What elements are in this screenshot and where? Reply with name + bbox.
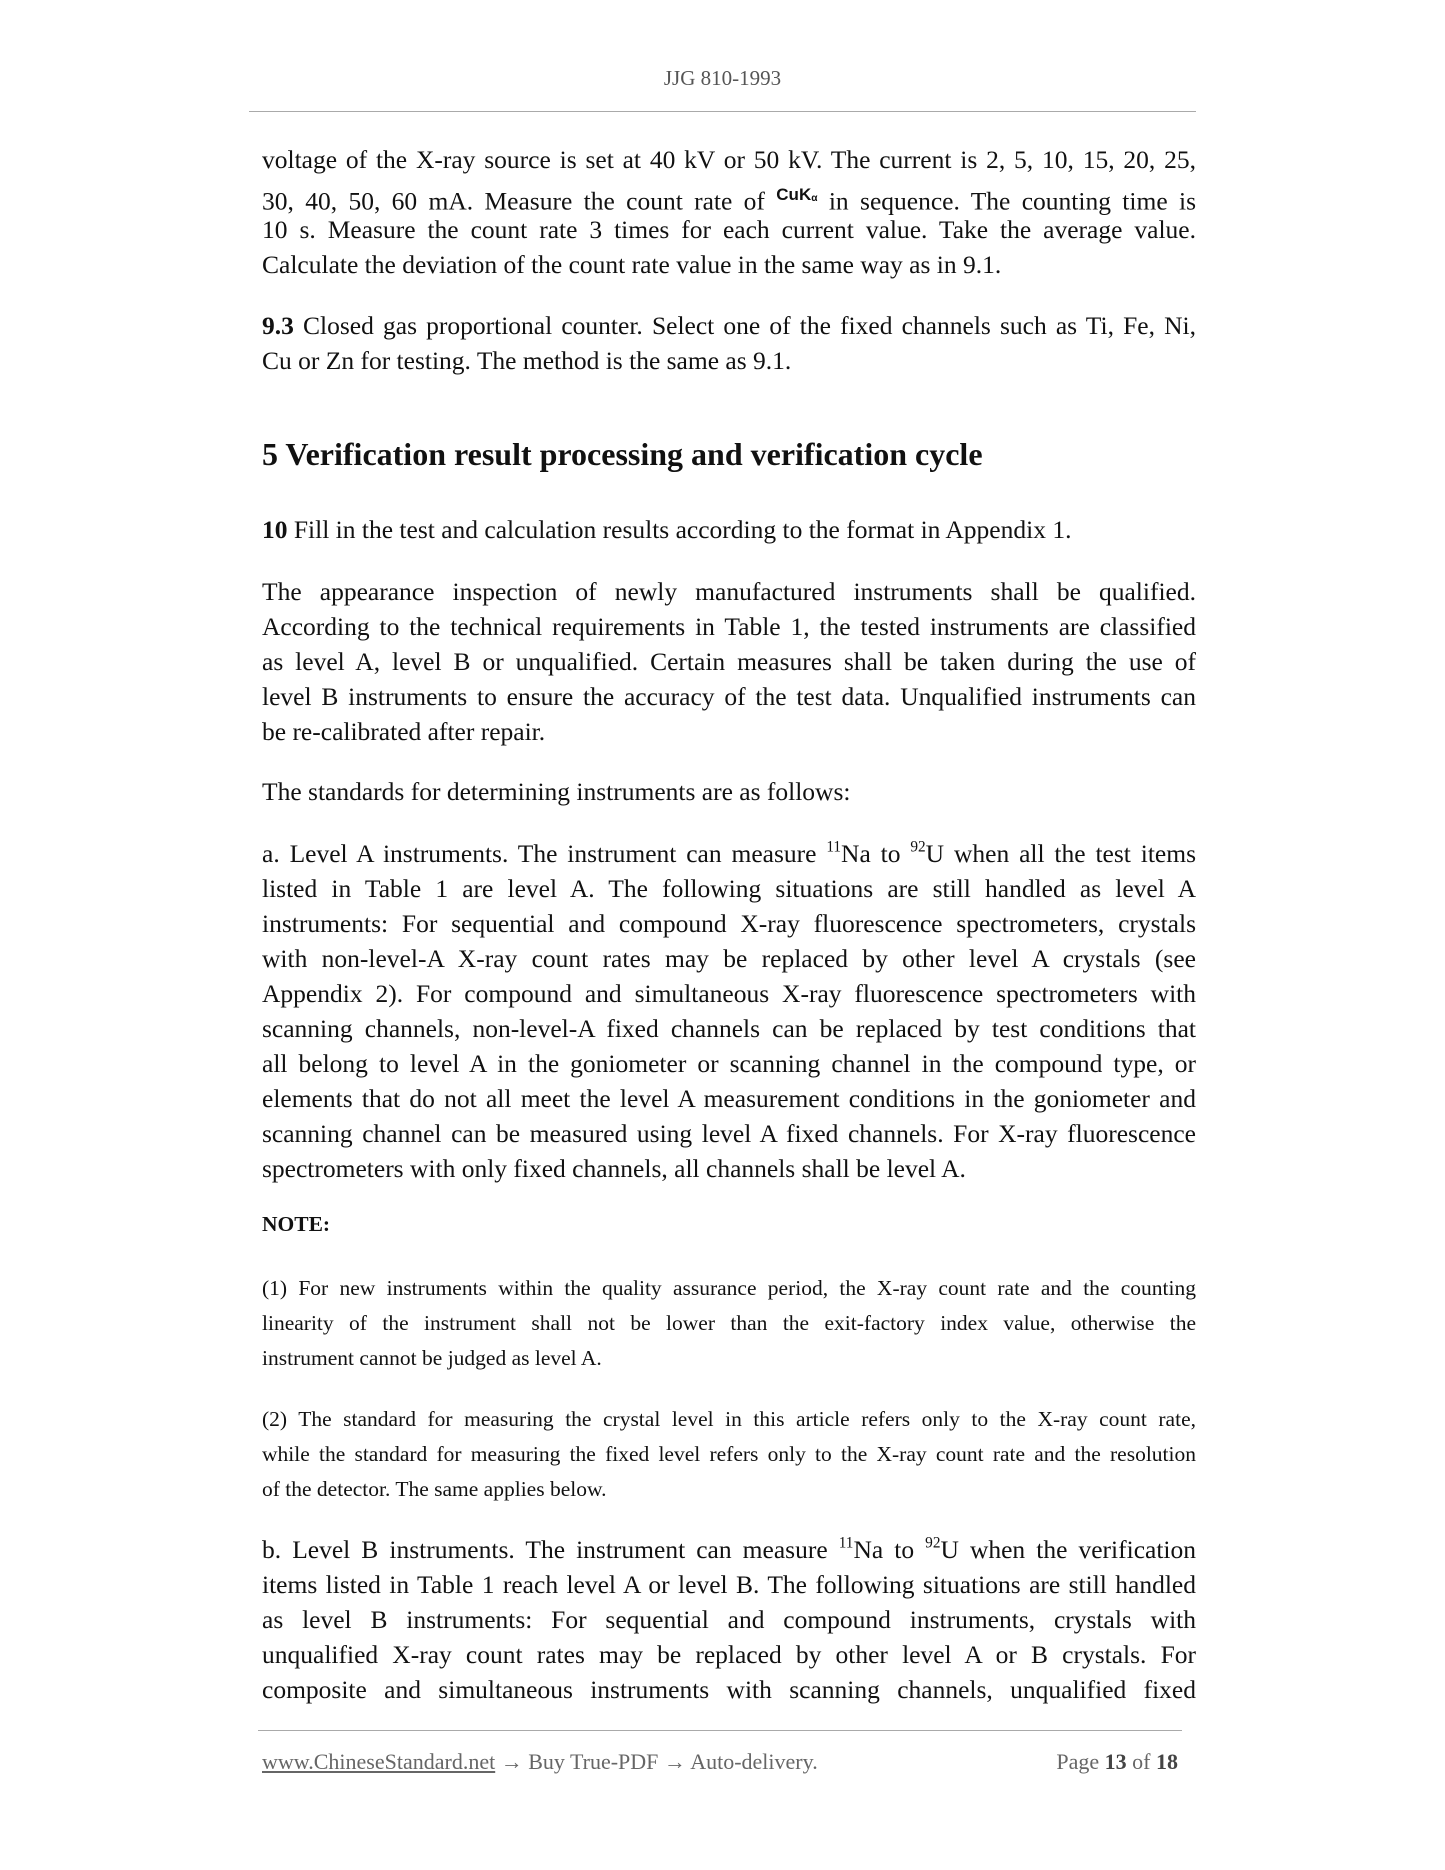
paragraph-level-b	[262, 1532, 1196, 1707]
text-run: composite and simultaneous instruments with scanning channels, unqualified fixed	[262, 1675, 1196, 1704]
text-run: (2) The standard for measuring the crystal level in this article refers only to the X-ray count rate,	[262, 1407, 1196, 1431]
text-line	[262, 1637, 1196, 1672]
superscript: 92	[910, 838, 926, 856]
text-line	[262, 574, 1196, 609]
text-run: scanning channel can be measured using level A fixed channels. For X-ray fluorescence	[262, 1119, 1196, 1148]
text-line	[262, 1602, 1196, 1637]
note-heading: NOTE:	[262, 1212, 331, 1236]
text-line	[262, 609, 1196, 644]
clause-number: 10	[262, 515, 288, 544]
text-line	[262, 1341, 1196, 1376]
arrow-right-icon: →	[500, 1749, 523, 1774]
text-line	[262, 871, 1196, 906]
text-line	[262, 343, 1196, 378]
text-line	[262, 1437, 1196, 1472]
text-run: spectrometers with only fixed channels, all channels shall be level A.	[262, 1154, 966, 1183]
text-line	[262, 1151, 1196, 1186]
text-run: be re-calibrated after repair.	[262, 717, 546, 746]
paragraph-10	[262, 512, 1196, 547]
text-run: as level A, level B or unqualified. Certain measures shall be taken during the use of	[262, 647, 1196, 676]
text-line	[262, 1046, 1196, 1081]
text-run: a. Level A instruments. The instrument can measure	[262, 839, 827, 868]
text-run: all belong to level A in the goniometer or scanning channel in the compound type, or	[262, 1049, 1196, 1078]
auto-delivery-text: Auto-delivery.	[690, 1749, 818, 1774]
header-divider	[249, 111, 1196, 112]
note-1	[262, 1271, 1196, 1376]
text-line	[262, 308, 1196, 343]
text-run: Appendix 2). For compound and simultaneous X-ray fluorescence spectrometers with	[262, 979, 1196, 1008]
text-run: The appearance inspection of newly manufactured instruments shall be qualified.	[262, 577, 1196, 606]
paragraph-level-a	[262, 836, 1196, 1186]
text-run: Na to	[853, 1535, 926, 1564]
text-run: unqualified X-ray count rates may be replaced by other level A or B crystals. For	[262, 1640, 1196, 1669]
text-run: level B instruments to ensure the accuracy of the test data. Unqualified instruments can	[262, 682, 1196, 711]
text-line	[262, 679, 1196, 714]
text-run: with non-level-A X-ray count rates may be replaced by other level A crystals (see	[262, 944, 1196, 973]
text-line	[262, 142, 1196, 177]
text-run: linearity of the instrument shall not be lower than the exit-factory index value, otherwise the	[262, 1311, 1196, 1335]
text-line	[262, 644, 1196, 679]
text-run: of the detector. The same applies below.	[262, 1477, 607, 1501]
formula-cuk-alpha	[776, 185, 817, 204]
text-run: U when all the test items	[925, 839, 1196, 868]
text-line	[262, 1402, 1196, 1437]
footer-left	[262, 1749, 818, 1775]
paragraph-appearance	[262, 574, 1196, 749]
text-line	[262, 976, 1196, 1011]
text-run: Fill in the test and calculation results according to the format in Appendix 1.	[287, 515, 1072, 544]
text-run: instruments: For sequential and compound X-ray fluorescence spectrometers, crystals	[262, 909, 1196, 938]
text-line	[262, 1011, 1196, 1046]
formula-subscript: α	[811, 193, 818, 205]
text-line	[262, 247, 1196, 282]
buy-pdf-text: Buy True-PDF	[528, 1749, 659, 1774]
superscript: 11	[838, 1534, 854, 1552]
text-run: Cu or Zn for testing. The method is the same as 9.1.	[262, 346, 792, 375]
website-link[interactable]: www.ChineseStandard.net	[262, 1749, 496, 1774]
clause-number: 9.3	[262, 311, 294, 340]
text-run: voltage of the X-ray source is set at 40 kV or 50 kV. The current is 2, 5, 10, 15, 20, 25,	[262, 145, 1196, 174]
paragraph-standards	[262, 774, 1196, 809]
paragraph-continued	[262, 142, 1196, 282]
text-run: The standards for determining instruments are as follows:	[262, 777, 851, 806]
text-run: 10 s. Measure the count rate 3 times for each current value. Take the average value.	[262, 215, 1196, 244]
text-line	[262, 714, 1196, 749]
text-run: while the standard for measuring the fixed level refers only to the X-ray count rate and the resolution	[262, 1442, 1196, 1466]
text-run: scanning channels, non-level-A fixed channels can be replaced by test conditions that	[262, 1014, 1196, 1043]
text-run: as level B instruments: For sequential and compound instruments, crystals with	[262, 1605, 1196, 1634]
text-run: listed in Table 1 are level A. The following situations are still handled as level A	[262, 874, 1196, 903]
text-line	[262, 774, 1196, 809]
text-line	[262, 512, 1196, 547]
text-line	[262, 212, 1196, 247]
text-line	[262, 1532, 1196, 1567]
text-run: items listed in Table 1 reach level A or level B. The following situations are still handled	[262, 1570, 1196, 1599]
text-line	[262, 1306, 1196, 1341]
of-label: of	[1132, 1749, 1151, 1774]
text-line	[262, 941, 1196, 976]
text-line	[262, 836, 1196, 871]
text-line	[262, 177, 1196, 216]
current-page: 13	[1104, 1749, 1127, 1774]
text-run: According to the technical requirements in Table 1, the tested instruments are classified	[262, 612, 1196, 641]
footer-divider	[258, 1730, 1182, 1731]
text-line	[262, 1116, 1196, 1151]
page-number	[1056, 1749, 1178, 1775]
total-pages: 18	[1156, 1749, 1178, 1774]
superscript: 92	[925, 1534, 941, 1552]
arrow-right-icon: →	[663, 1749, 686, 1774]
text-run: Calculate the deviation of the count rate value in the same way as in 9.1.	[262, 250, 1002, 279]
superscript: 11	[826, 838, 842, 856]
formula-base: CuK	[776, 185, 812, 204]
text-run: Closed gas proportional counter. Select one of the fixed channels such as Ti, Fe, Ni,	[293, 311, 1196, 340]
text-line	[262, 1081, 1196, 1116]
text-line	[262, 1271, 1196, 1306]
text-line	[262, 1472, 1196, 1507]
running-header: JJG 810-1993	[663, 66, 782, 90]
section-heading: 5 Verification result processing and verification cycle	[262, 436, 983, 472]
text-line	[262, 906, 1196, 941]
text-run: instrument cannot be judged as level A.	[262, 1346, 602, 1370]
paragraph-9-3	[262, 308, 1196, 378]
text-line	[262, 1672, 1196, 1707]
text-run: elements that do not all meet the level A measurement conditions in the goniometer and	[262, 1084, 1196, 1113]
text-run: Na to	[841, 839, 911, 868]
text-line	[262, 1567, 1196, 1602]
note-2	[262, 1402, 1196, 1507]
text-run: b. Level B instruments. The instrument can measure	[262, 1535, 839, 1564]
page-label: Page	[1056, 1749, 1100, 1774]
text-run: 30, 40, 50, 60 mA. Measure the count rate of	[262, 186, 777, 216]
text-run: in sequence. The counting time is	[817, 186, 1196, 216]
text-run: (1) For new instruments within the quality assurance period, the X-ray count rate and the counting	[262, 1276, 1196, 1300]
text-run: U when the verification	[940, 1535, 1197, 1564]
